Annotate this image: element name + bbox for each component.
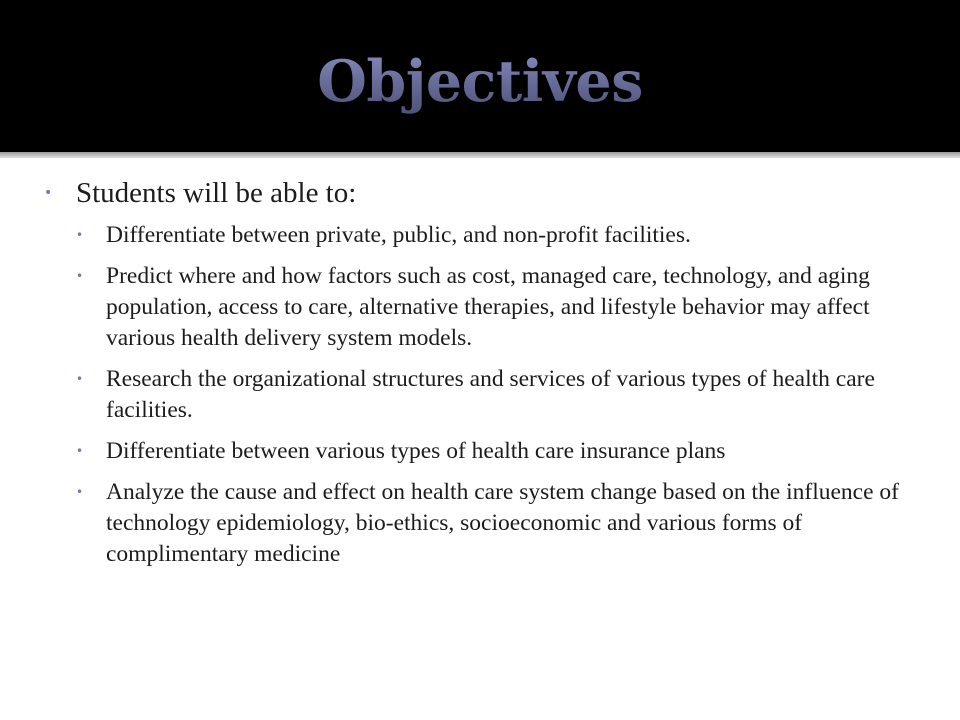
list-item-text: Differentiate between various types of health care insurance plans bbox=[106, 438, 726, 464]
objectives-list bbox=[76, 220, 924, 570]
intro-text: Students will be able to: bbox=[76, 177, 357, 209]
list-item-text: Predict where and how factors such as cost, managed care, technology, and aging population, access to care, alternative therapies, and lifestyle behavior may affect various health delivery system models. bbox=[106, 263, 870, 351]
list-item bbox=[76, 477, 924, 570]
list-item-text: Research the organizational structures and services of various types of health care facilities. bbox=[106, 366, 875, 423]
list-item-text: Analyze the cause and effect on health care system change based on the influence of technology epidemiology, bio-ethics, socioeconomic and various forms of complimentary medicine bbox=[106, 479, 899, 567]
list-item bbox=[76, 261, 924, 354]
bullet-icon: • bbox=[76, 269, 84, 283]
list-item-text: Differentiate between private, public, and non-profit facilities. bbox=[106, 222, 691, 248]
bullet-icon: • bbox=[76, 485, 84, 499]
bullet-icon: • bbox=[76, 228, 84, 242]
bullet-icon: • bbox=[76, 372, 84, 386]
list-item bbox=[76, 364, 924, 426]
slide-title: Objectives bbox=[0, 44, 960, 120]
list-item bbox=[76, 220, 924, 251]
bullet-icon: • bbox=[76, 444, 84, 458]
intro-item bbox=[44, 172, 924, 214]
title-bar bbox=[0, 0, 960, 152]
slide-content bbox=[44, 172, 924, 580]
list-item bbox=[76, 436, 924, 467]
bullet-icon: • bbox=[44, 185, 53, 201]
